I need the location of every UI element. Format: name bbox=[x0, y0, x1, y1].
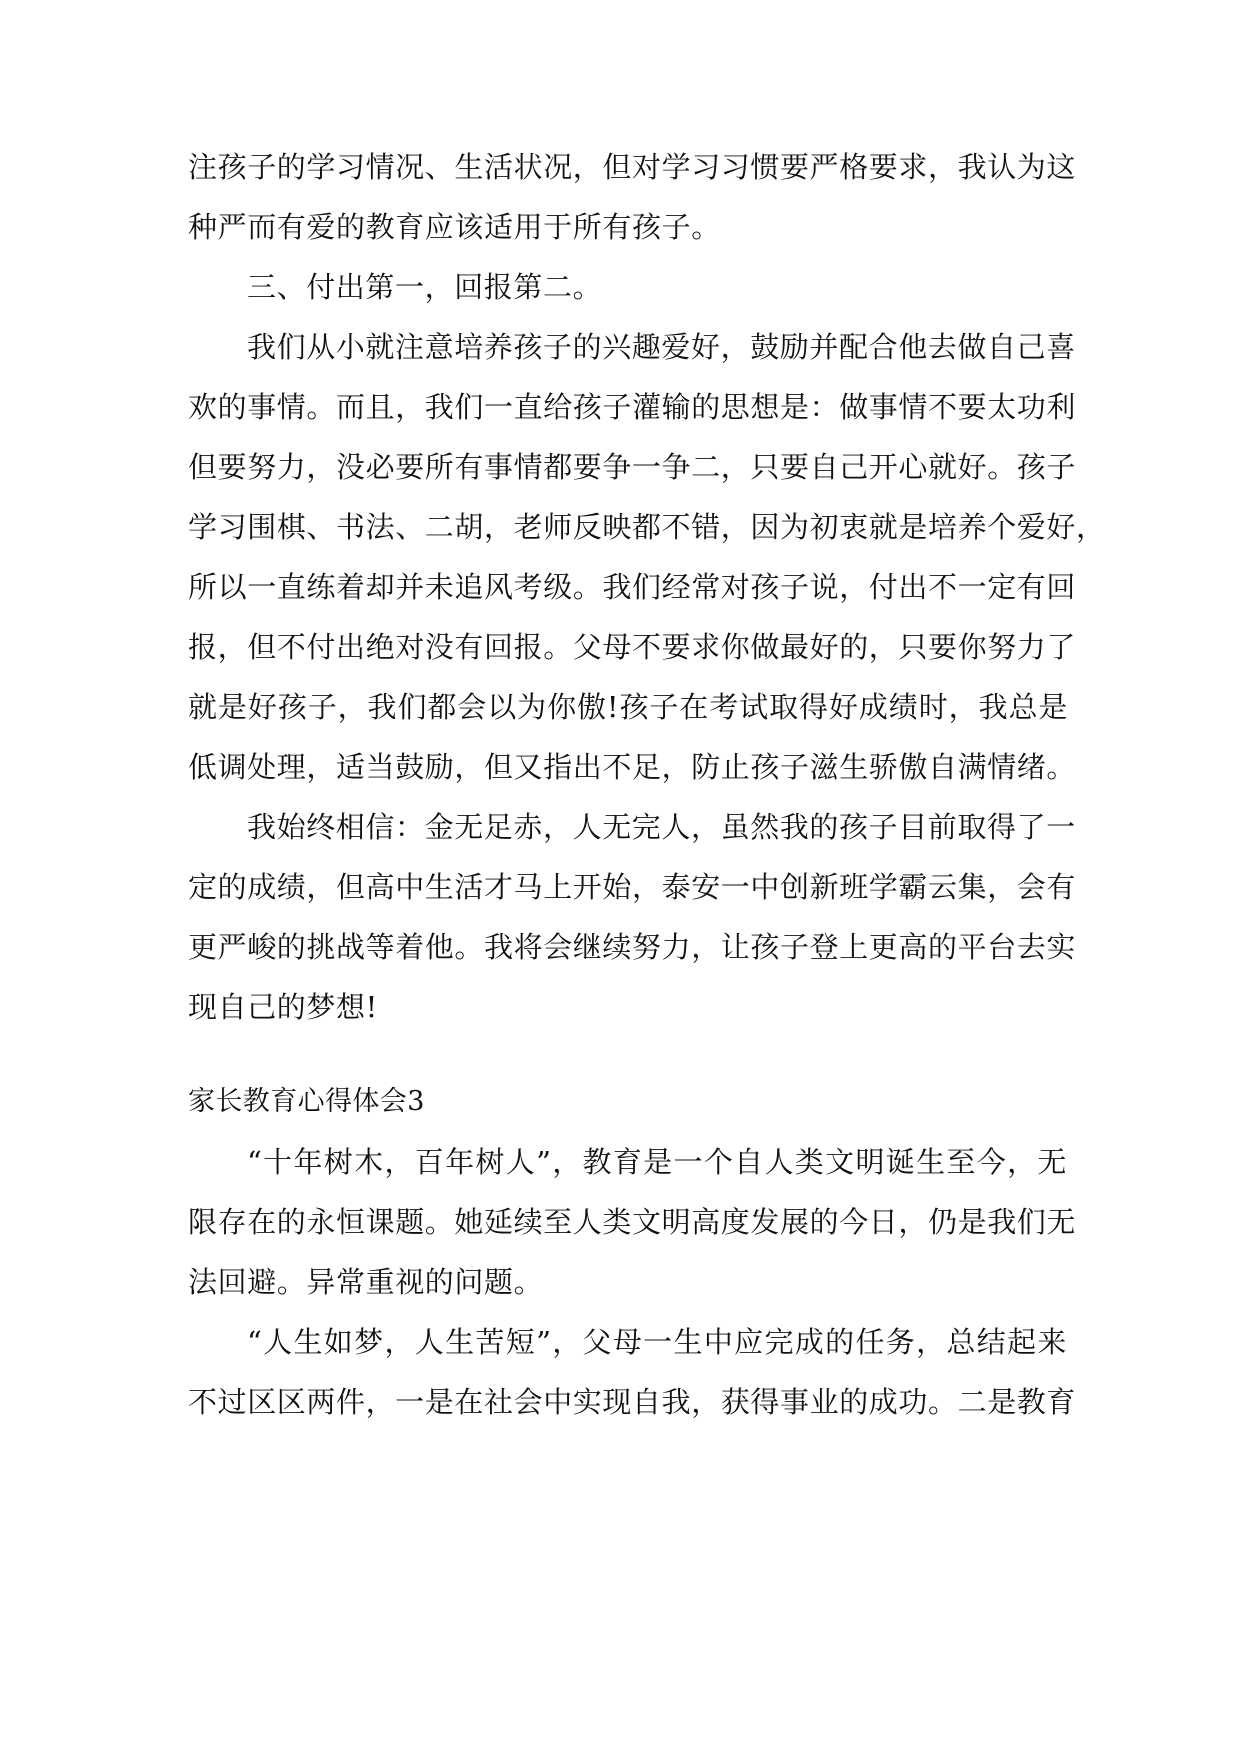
paragraph-line: 我始终相信：金无足赤，人无完人，虽然我的孩子目前取得了一 bbox=[247, 810, 1076, 844]
paragraph-line: “人生如梦，人生苦短”，父母一生中应完成的任务，总结起来 bbox=[247, 1325, 1067, 1359]
paragraph-line: 种严而有爱的教育应该适用于所有孩子。 bbox=[188, 210, 721, 244]
article-title: 家长教育心得体会3 bbox=[188, 1086, 425, 1117]
paragraph-line: 学习围棋、书法、二胡，老师反映都不错，因为初衷就是培养个爱好， bbox=[188, 510, 1106, 544]
paragraph-line: 就是好孩子，我们都会以为你傲!孩子在考试取得好成绩时，我总是 bbox=[188, 690, 1068, 724]
paragraph-line: 更严峻的挑战等着他。我将会继续努力，让孩子登上更高的平台去实 bbox=[188, 930, 1077, 964]
paragraph-line: 我们从小就注意培养孩子的兴趣爱好，鼓励并配合他去做自己喜 bbox=[247, 330, 1076, 364]
paragraph-line: 现自己的梦想! bbox=[188, 990, 378, 1024]
paragraph-line: 定的成绩，但高中生活才马上开始，泰安一中创新班学霸云集，会有 bbox=[188, 870, 1077, 904]
paragraph-line: 不过区区两件，一是在社会中实现自我，获得事业的成功。二是教育 bbox=[188, 1385, 1077, 1419]
paragraph-line: 但要努力，没必要所有事情都要争一争二，只要自己开心就好。孩子 bbox=[188, 450, 1077, 484]
paragraph-line: “十年树木，百年树人”，教育是一个自人类文明诞生至今，无 bbox=[247, 1145, 1067, 1179]
paragraph-line: 欢的事情。而且，我们一直给孩子灌输的思想是：做事情不要太功利 bbox=[188, 390, 1077, 424]
paragraph-line: 报，但不付出绝对没有回报。父母不要求你做最好的，只要你努力了 bbox=[188, 630, 1077, 664]
section-heading: 三、付出第一，回报第二。 bbox=[247, 270, 603, 304]
paragraph-line: 法回避。异常重视的问题。 bbox=[188, 1265, 544, 1299]
paragraph-line: 低调处理，适当鼓励，但又指出不足，防止孩子滋生骄傲自满情绪。 bbox=[188, 750, 1077, 784]
paragraph-line: 所以一直练着却并未追风考级。我们经常对孩子说，付出不一定有回 bbox=[188, 570, 1077, 604]
paragraph-line: 限存在的永恒课题。她延续至人类文明高度发展的今日，仍是我们无 bbox=[188, 1205, 1077, 1239]
paragraph-line: 注孩子的学习情况、生活状况，但对学习习惯要严格要求，我认为这 bbox=[188, 150, 1077, 184]
